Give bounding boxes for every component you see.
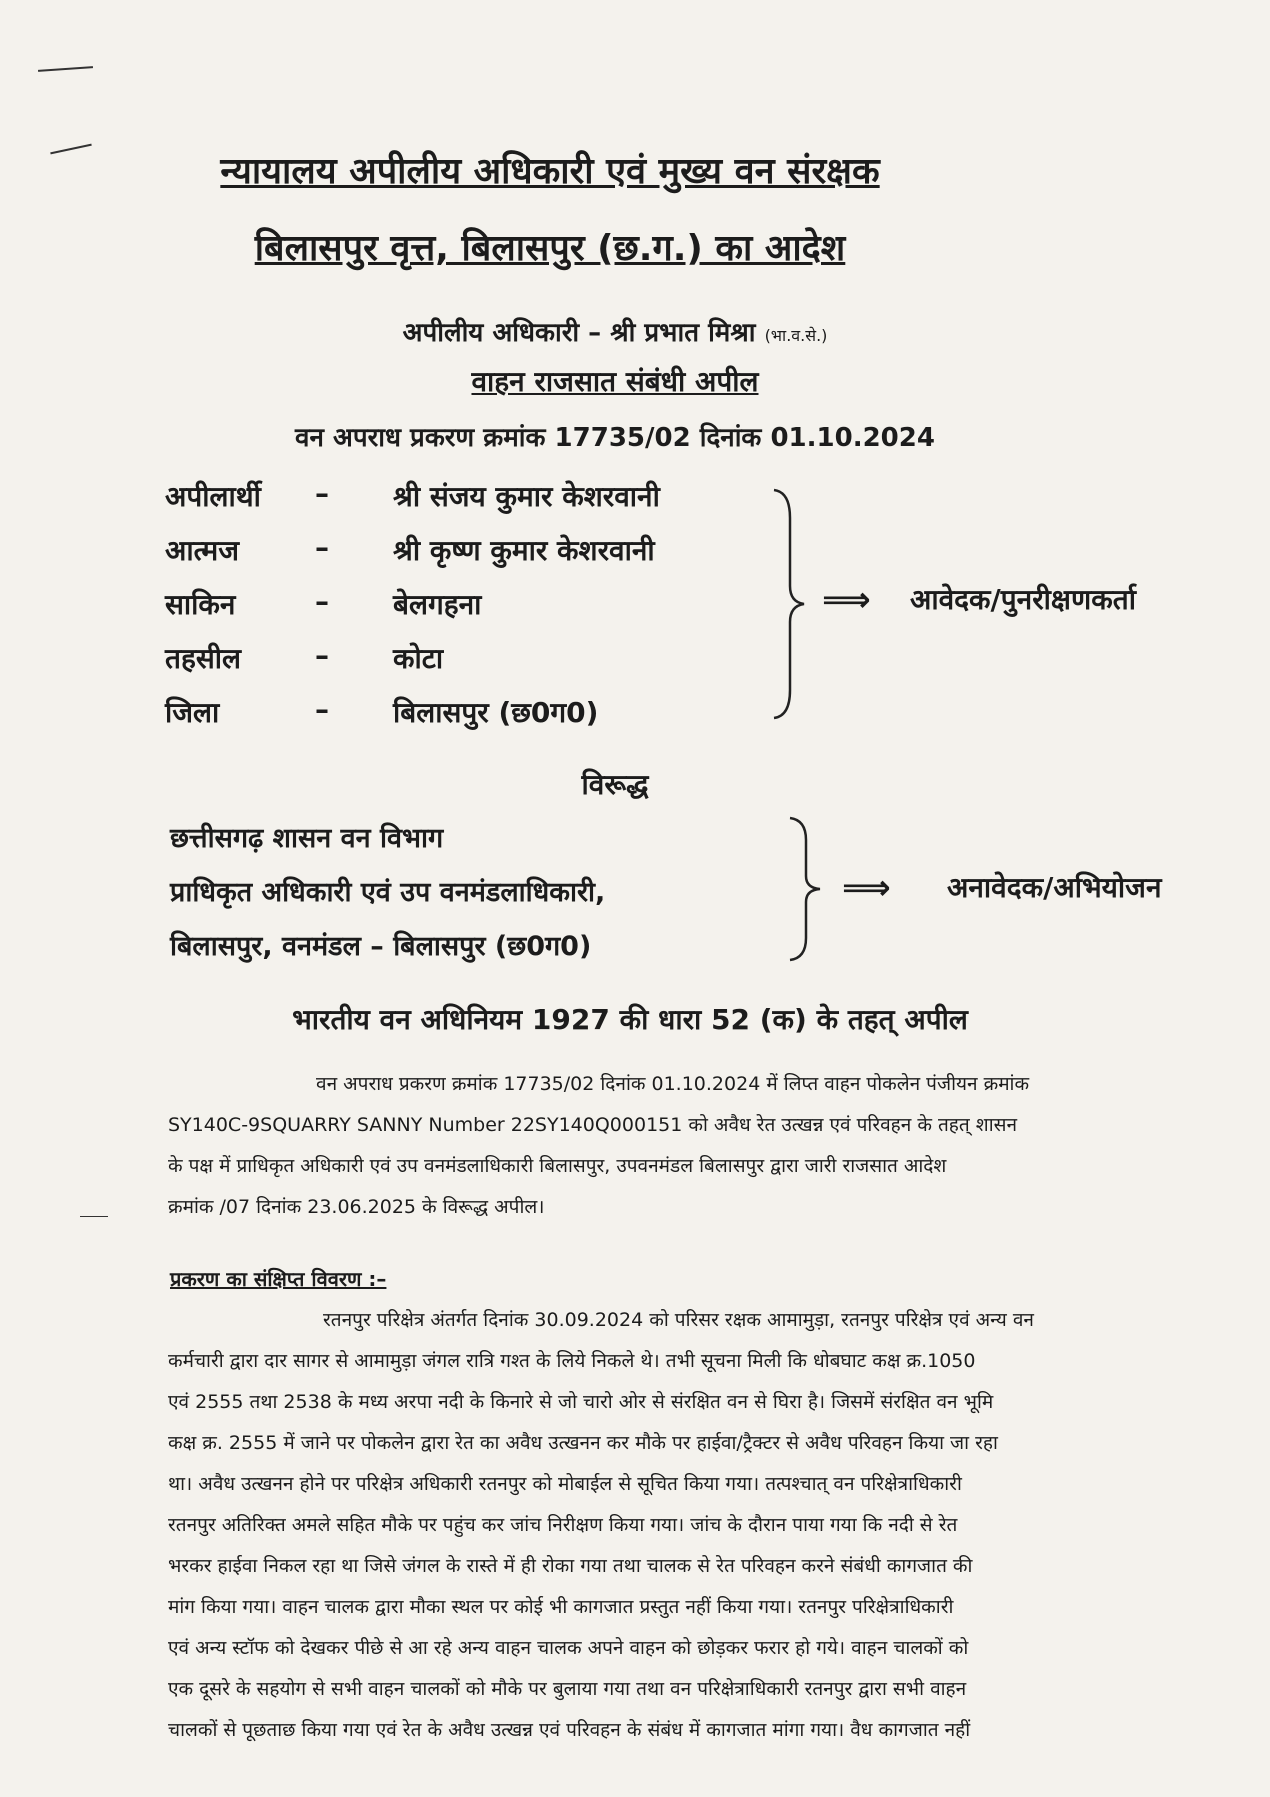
row-value: बिलासपुर (छ0ग0) [393,696,599,729]
order-title: बिलासपुर वृत्त, बिलासपुर (छ.ग.) का आदेश [254,228,846,269]
respondent-line: छत्तीसगढ़ शासन वन विभाग [170,823,444,854]
text-line: के पक्ष में प्राधिकृत अधिकारी एवं उप वनमंडलाधिकारी बिलासपुर, उपवनमंडल बिलासपुर द्वारा जारी राजसात आदेश [168,1155,947,1177]
text-line: SY140C-9SQUARRY SANNY Number 22SY140Q000151 को अवैध रेत उत्खन्न एवं परिवहन के तहत् शासन [168,1114,1017,1136]
row-value: श्री कृष्ण कुमार केशरवानी [393,534,655,567]
appellate-officer [0,313,1230,349]
text-line: कर्मचारी द्वारा दार सागर से आमामुड़ा जंगल रात्रि गश्त के लिये निकले थे। तभी सूचना मिली कि धोबघाट कक्ष क्र.1050 [168,1350,976,1372]
row-label: अपीलार्थी [165,480,261,513]
row-dash: – [315,693,329,726]
officer-service: (भा.व.से.) [764,326,828,345]
respondent-brace [786,816,826,962]
row-label: जिला [165,696,220,729]
text-line: मांग किया गया। वाहन चालक द्वारा मौका स्थल पर कोई भी कागजात प्रस्तुत नहीं किया गया। रतनपुर परिक्षेत्राधिकारी [168,1596,954,1618]
text-line: एवं अन्य स्टॉफ को देखकर पीछे से आ रहे अन्य वाहन चालक अपने वाहन को छोड़कर फरार हो गये। वाहन चालकों को [168,1637,969,1659]
text-line: रतनपुर अतिरिक्त अमले सहित मौके पर पहुंच कर जांच निरीक्षण किया गया। जांच के दौरान पाया गया कि नदी से रेत [168,1514,958,1536]
arrow-icon: ⟹ [822,580,871,620]
text-line: एक दूसरे के सहयोग से सभी वाहन चालकों को मौके पर बुलाया गया तथा वन परिक्षेत्राधिकारी रतनपुर द्वारा सभी वाहन [168,1678,967,1700]
text-line: वन अपराध प्रकरण क्रमांक 17735/02 दिनांक 01.10.2024 में लिप्त वाहन पोकलेन पंजीयन क्रमांक [316,1073,1030,1095]
appeal-subject: वाहन राजसात संबंधी अपील [471,365,759,398]
respondent-line: बिलासपुर, वनमंडल – बिलासपुर (छ0ग0) [170,931,592,962]
row-dash: – [315,639,329,672]
row-dash: – [315,531,329,564]
text-line: एवं 2555 तथा 2538 के मध्य अरपा नदी के किनारे से जो चारो ओर से संरक्षित वन से घिरा है। जिसमें संरक्षित वन भूमि [168,1391,994,1413]
row-label: साकिन [165,588,236,621]
text-line: भरकर हाईवा निकल रहा था जिसे जंगल के रास्ते में ही रोका गया तथा चालक से रेत परिवहन करने संबंधी कागजात की [168,1555,973,1577]
row-value: श्री संजय कुमार केशरवानी [393,480,660,513]
intro-paragraph [168,1064,1228,1228]
act-heading: भारतीय वन अधिनियम 1927 की धारा 52 (क) के तहत् अपील [292,1003,968,1036]
row-dash: – [315,585,329,618]
versus-label: विरूद्ध [581,768,649,801]
court-title: न्यायालय अपीलीय अधिकारी एवं मुख्य वन संरक्षक [220,151,880,192]
case-number: वन अपराध प्रकरण क्रमांक 17735/02 दिनांक 01.10.2024 [295,423,935,453]
appellant-brace [770,488,810,720]
margin-mark [38,66,93,72]
text-line: चालकों से पूछताछ किया गया एवं रेत के अवैध उत्खन्न एवं परिवहन के संबंध में कागजात मांगा गया। वैध कागजात नहीं [168,1719,971,1741]
row-dash: – [315,477,329,510]
row-value: बेलगहना [393,588,482,621]
officer-name: अपीलीय अधिकारी – श्री प्रभात मिश्रा [402,318,756,348]
respondent-role: अनावेदक/अभियोजन [947,871,1162,904]
text-line: कक्ष क्र. 2555 में जाने पर पोकलेन द्वारा रेत का अवैध उत्खनन कर मौके पर हाईवा/ट्रैक्टर से अवैध परिवहन किया जा रहा [168,1432,998,1454]
arrow-icon: ⟹ [842,868,891,908]
respondent-line: प्राधिकृत अधिकारी एवं उप वनमंडलाधिकारी, [170,877,606,908]
text-line: रतनपुर परिक्षेत्र अंतर्गत दिनांक 30.09.2024 को परिसर रक्षक आमामुड़ा, रतनपुर परिक्षेत्र एवं अन्य वन [323,1309,1034,1331]
summary-heading: प्रकरण का संक्षिप्त विवरण :– [170,1267,387,1291]
row-label: आत्मज [165,534,240,567]
text-line: क्रमांक /07 दिनांक 23.06.2025 के विरूद्ध अपील। [168,1196,545,1218]
row-label: तहसील [165,642,241,675]
text-line: था। अवैध उत्खनन होने पर परिक्षेत्र अधिकारी रतनपुर को मोबाईल से सूचित किया गया। तत्पश्चात् वन परिक्षेत्राधिकारी [168,1473,962,1495]
summary-paragraph [168,1300,1228,1751]
appellant-role: आवेदक/पुनरीक्षणकर्ता [910,583,1136,616]
margin-mark [80,1216,108,1217]
row-value: कोटा [393,642,444,675]
